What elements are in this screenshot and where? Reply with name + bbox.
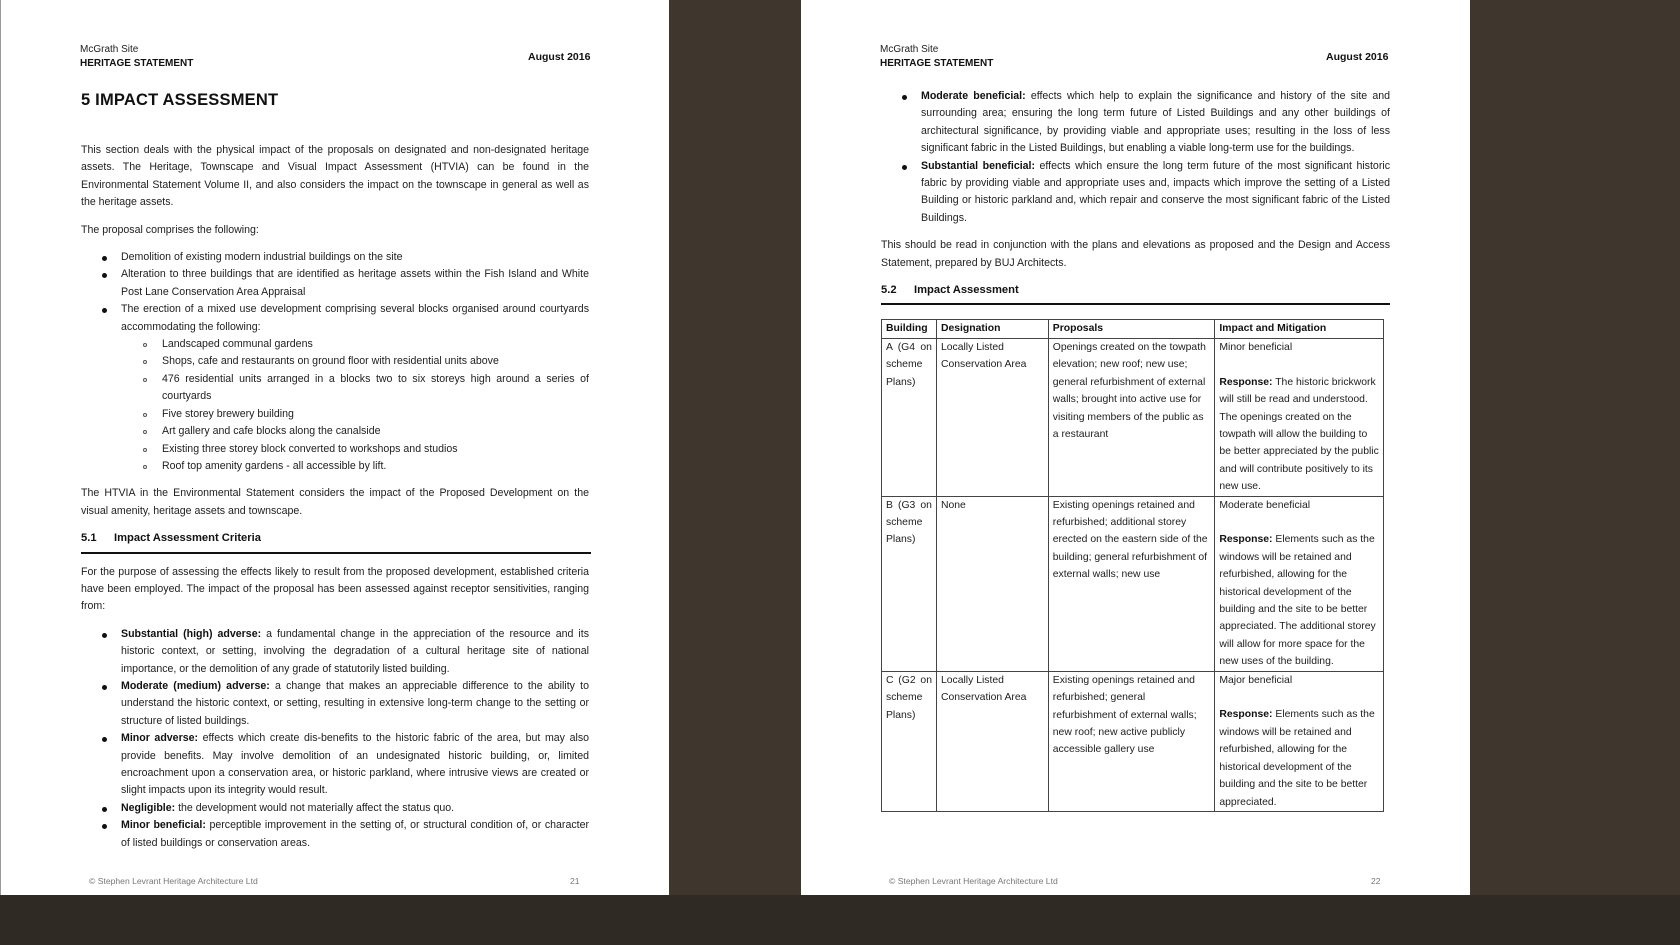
header-doc-title: HERITAGE STATEMENT (80, 58, 194, 69)
impact-assessment-table (881, 319, 1384, 812)
footer-copyright: © Stephen Levrant Heritage Architecture Ltd (889, 876, 1058, 886)
footer-copyright: © Stephen Levrant Heritage Architecture Ltd (89, 876, 258, 886)
proposal-sublist (121, 336, 589, 475)
impact-response: Response: Elements such as the windows will be retained and refurbished, allowing for the historical development of the building and the site to be better appreciated. (1219, 709, 1375, 808)
cell-designation: None (936, 496, 1048, 671)
header-doc-title: HERITAGE STATEMENT (880, 58, 994, 69)
column-header: Proposals (1048, 320, 1215, 339)
cell-impact (1215, 496, 1384, 671)
htvia-paragraph: The HTVIA in the Environmental Statement considers the impact of the Proposed Development on the visual amenity, heritage assets and townscape. (81, 487, 589, 517)
header-date: August 2016 (528, 51, 591, 63)
criteria-intro: For the purpose of assessing the effects likely to result from the proposed development, established criteria have been employed. The impact of the proposal has been assessed against receptor sensitivities, ranging from: (81, 565, 589, 613)
cell-proposals: Existing openings retained and refurbished; additional storey erected on the eastern side of the building; general refurbishment of external walls; new use (1048, 496, 1215, 671)
right-page-body (881, 88, 1390, 305)
cell-building: B (G3 on scheme Plans) (882, 496, 937, 671)
sub-list-item: 476 residential units arranged in a blocks two to six storeys high around a series of courtyards (121, 371, 589, 406)
chapter-title: 5 IMPACT ASSESSMENT (81, 91, 279, 109)
sub-list-item: Existing three storey block converted to workshops and studios (121, 441, 589, 458)
column-header: Designation (936, 320, 1048, 339)
criteria-item: Moderate (medium) adverse: a change that makes an appreciable difference to the ability to understand the historic context, or setting, resulting in extensive long-term change to the setting or structure of listed buildings. (81, 678, 589, 730)
document-page-21 (0, 0, 669, 895)
header-site-name: McGrath Site (880, 44, 939, 55)
section-heading-5-2 (881, 282, 1390, 305)
sub-list-item: Roof top amenity gardens - all accessible by lift. (121, 458, 589, 475)
cell-impact (1215, 339, 1384, 497)
impact-response: Response: The historic brickwork will still be read and understood. The openings created on the towpath will allow the building to be better appreciated by the public and will contribute positively to its new use. (1219, 376, 1379, 493)
sub-list-item: Five storey brewery building (121, 406, 589, 423)
sub-list-item: Shops, cafe and restaurants on ground floor with residential units above (121, 353, 589, 370)
intro-paragraph: This section deals with the physical impact of the proposals on designated and non-designated heritage assets. The Heritage, Townscape and Visual Impact Assessment (HTVIA) can be found in the Environmental Statement Volume II, and also considers the impact on the townscape in general as well as the heritage assets. (81, 144, 589, 209)
impact-level: Minor beneficial (1219, 342, 1293, 353)
section-title: Impact Assessment (914, 284, 1019, 297)
sub-list-item: Art gallery and cafe blocks along the canalside (121, 423, 589, 440)
list-item: Alteration to three buildings that are identified as heritage assets within the Fish Island and White Post Lane Conservation Area Appraisal (81, 266, 589, 301)
table-row (882, 671, 1384, 811)
table-row (882, 496, 1384, 671)
left-page-body (81, 142, 589, 852)
section-title: Impact Assessment Criteria (114, 532, 261, 545)
criteria-item: Minor beneficial: perceptible improvement in the setting of, or structural condition of, or character of listed buildings or conservation areas. (81, 817, 589, 852)
cell-proposals: Existing openings retained and refurbished; general refurbishment of external walls; new roof; new active publicly accessible gallery use (1048, 671, 1215, 811)
header-site-name: McGrath Site (80, 44, 139, 55)
section-number: 5.1 (81, 532, 97, 545)
cell-proposals: Openings created on the towpath elevation; new roof; new use; general refurbishment of external walls; brought into active use for visiting members of the public as a restaurant (1048, 339, 1215, 497)
page-number: 21 (570, 876, 580, 886)
list-item: The erection of a mixed use development comprising several blocks organised around courtyards accommodating the following: Landscaped communal gardens Shops, cafe and restaurants on ground floor with residential units above 476 residential units arranged in a blocks two to six storeys high around a series of courtyards Five storey brewery building Art gallery and cafe blocks along the canalside Existing three storey block converted to workshops and studios Roof top amenity gardens - all accessible by lift. (81, 301, 589, 475)
cell-building: C (G2 on scheme Plans) (882, 671, 937, 811)
table-header-row (882, 320, 1384, 339)
document-page-22 (801, 0, 1470, 895)
criteria-item: Substantial beneficial: effects which ensure the long term future of the most significant historic fabric by providing viable and appropriate uses and, impacts which improve the setting of a Listed Building or historic parkland and, which repair and conserve the most significant fabric of the Listed Buildings. (881, 158, 1390, 228)
proposal-lead: The proposal comprises the following: (81, 223, 259, 236)
impact-level: Major beneficial (1219, 674, 1293, 686)
section-number: 5.2 (881, 284, 897, 297)
sub-list-item: Landscaped communal gardens (121, 336, 589, 353)
header-date: August 2016 (1326, 51, 1389, 63)
impact-response: Response: Elements such as the windows will be retained and refurbished, allowing for the historical development of the building and the site to be better appreciated. The additional storey will allow for more space for the new uses of the building. (1219, 534, 1376, 668)
criteria-item: Minor adverse: effects which create dis-benefits to the historic fabric of the area, but may also provide benefits. May involve demolition of an undesignated historic building, or, limited encroachment upon a conservation area, or historic parkland, where intrusive views are created or slight impacts upon its integrity would result. (81, 730, 589, 800)
cell-impact (1215, 671, 1384, 811)
page-number: 22 (1371, 876, 1381, 886)
proposal-list (81, 249, 589, 475)
criteria-item: Moderate beneficial: effects which help to explain the significance and history of the site and surrounding area; ensuring the long term future of Listed Buildings and any other buildings of architectural significance, by providing viable and appropriate uses; resulting in the loss of less significant fabric in the Listed Buildings, but enabling a viable long-term use for the buildings. (881, 88, 1390, 158)
cell-designation: Locally Listed Conservation Area (936, 339, 1048, 497)
criteria-item: Substantial (high) adverse: a fundamental change in the appreciation of the resource and its historic context, or setting, involving the degradation of a cultural heritage site of national importance, or the demolition of any grade of statutorily listed building. (81, 626, 589, 678)
cell-building: A (G4 on scheme Plans) (882, 339, 937, 497)
section-heading-5-1 (81, 530, 591, 553)
cell-designation: Locally Listed Conservation Area (936, 671, 1048, 811)
conjunction-paragraph: This should be read in conjunction with the plans and elevations as proposed and the Design and Access Statement, prepared by BUJ Architects. (881, 239, 1390, 269)
column-header: Impact and Mitigation (1215, 320, 1384, 339)
table-row (882, 339, 1384, 497)
impact-level: Moderate beneficial (1219, 499, 1311, 511)
criteria-item: Negligible: the development would not materially affect the status quo. (81, 800, 589, 817)
criteria-list-continued (881, 88, 1390, 227)
viewer-bottom-band (0, 895, 1680, 945)
column-header: Building (882, 320, 937, 339)
criteria-list (81, 626, 589, 852)
list-item: Demolition of existing modern industrial buildings on the site (81, 249, 589, 266)
